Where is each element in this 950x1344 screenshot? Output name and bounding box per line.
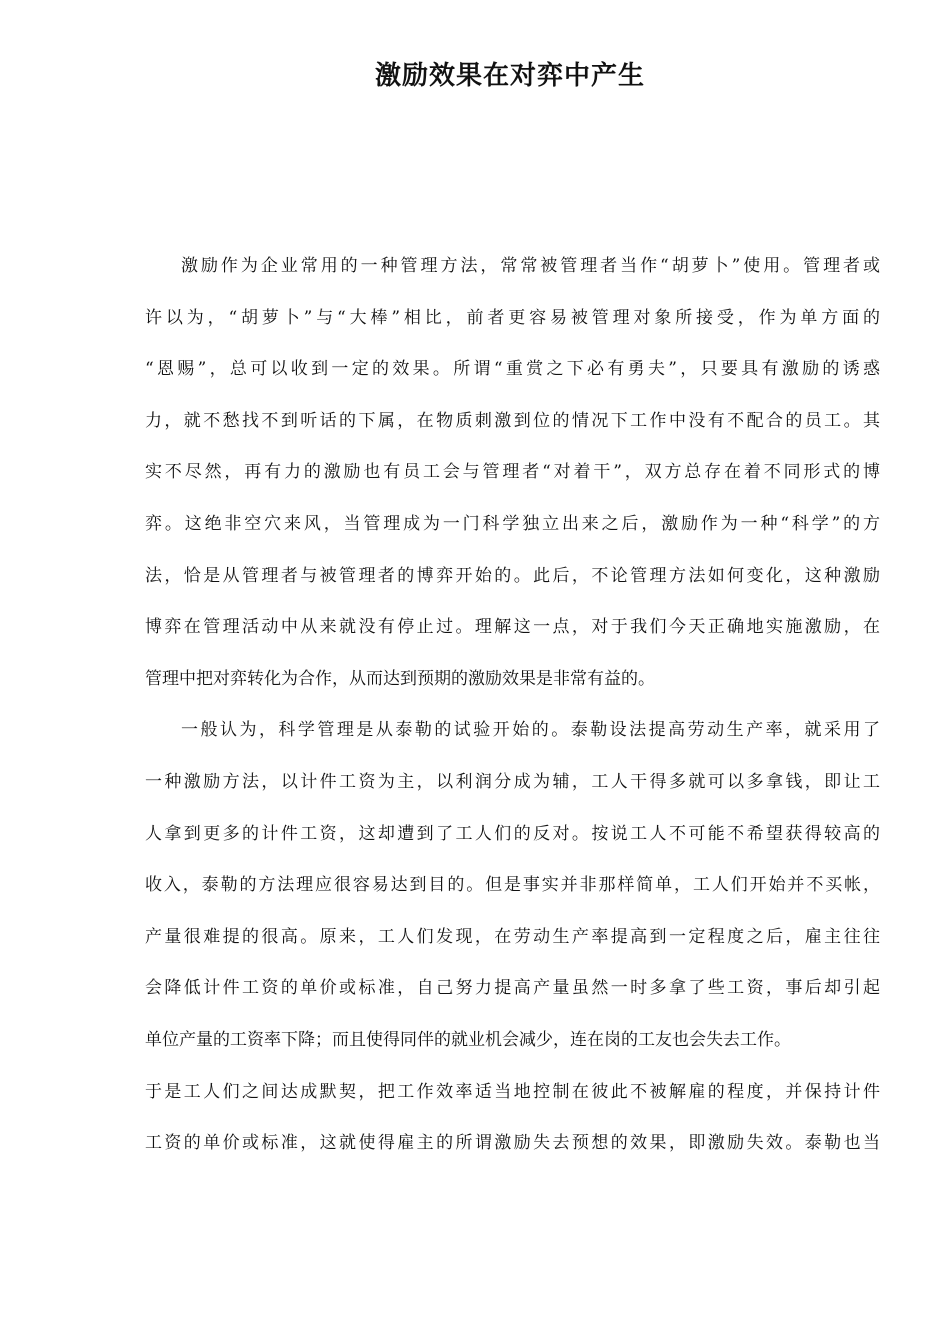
text-line: “恩赐”，总可以收到一定的效果。所谓“重赏之下必有勇夫”，只要具有激励的诱惑 [145,359,880,380]
text-line: 收入，泰勒的方法理应很容易达到目的。但是事实并非那样简单，工人们开始并不买帐， [145,875,880,896]
text-line: 弈。这绝非空穴来风，当管理成为一门科学独立出来之后，激励作为一种“科学”的方 [145,513,880,534]
text-line: 一种激励方法，以计件工资为主，以利润分成为辅，工人干得多就可以多拿钱，即让工 [145,771,880,792]
text-line: 实不尽然，再有力的激励也有员工会与管理者“对着干”，双方总存在着不同形式的博 [145,462,880,483]
text-line: 激励作为企业常用的一种管理方法，常常被管理者当作“胡萝卜”使用。管理者或 [181,256,880,276]
document-body [145,245,880,1174]
text-line: 许以为，“胡萝卜”与“大棒”相比，前者更容易被管理对象所接受，作为单方面的 [145,307,880,328]
text-line: 管理中把对弈转化为合作，从而达到预期的激励效果是非常有益的。 [145,668,655,689]
text-line: 法，恰是从管理者与被管理者的博弈开始的。此后，不论管理方法如何变化，这种激励 [145,565,880,586]
text-line: 于是工人们之间达成默契，把工作效率适当地控制在彼此不被解雇的程度，并保持计件 [145,1081,880,1102]
document-title: 激励效果在对弈中产生 [374,61,645,91]
text-line: 产量很难提的很高。原来，工人们发现，在劳动生产率提高到一定程度之后，雇主往往 [145,926,880,947]
text-line: 一般认为，科学管理是从泰勒的试验开始的。泰勒设法提高劳动生产率，就采用了 [181,720,880,741]
text-line: 力，就不愁找不到听话的下属，在物质刺激到位的情况下工作中没有不配合的员工。其 [145,410,880,431]
paragraph [145,709,880,1173]
text-line: 工资的单价或标准，这就使得雇主的所谓激励失去预想的效果，即激励失效。泰勒也当 [145,1133,880,1154]
paragraph [145,245,880,709]
text-line: 会降低计件工资的单价或标准，自己努力提高产量虽然一时多拿了些工资，事后却引起 [145,978,880,999]
text-line: 单位产量的工资率下降；而且使得同伴的就业机会减少，连在岗的工友也会失去工作。 [145,1029,791,1050]
text-line: 人拿到更多的计件工资，这却遭到了工人们的反对。按说工人不可能不希望获得较高的 [145,823,880,844]
text-line: 博弈在管理活动中从来就没有停止过。理解这一点，对于我们今天正确地实施激励，在 [145,617,880,638]
